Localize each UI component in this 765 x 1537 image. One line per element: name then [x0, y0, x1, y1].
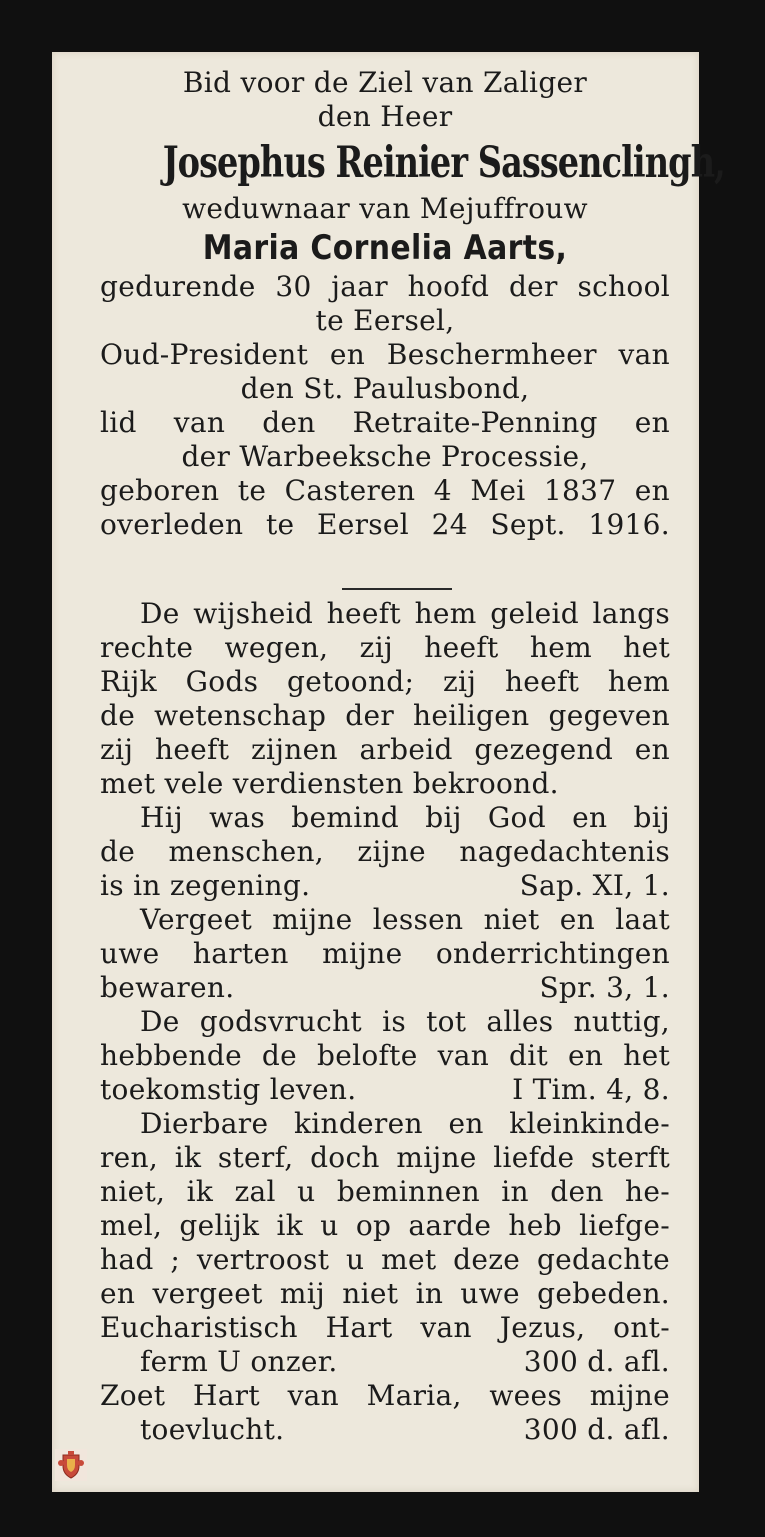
bio-line: der Warbeeksche Processie, [181, 440, 589, 473]
prayer-line: had ; vertroost u met deze gedachte [100, 1243, 670, 1276]
heading-prayer-line: Bid voor de Ziel van Zaliger [182, 66, 588, 99]
verse-line: de wetenschap der heiligen gegeven [100, 699, 670, 732]
heading-title-line: den Heer [317, 100, 453, 133]
scripture-reference: I Tim. 4, 8. [512, 1073, 670, 1106]
coat-of-arms-icon [54, 1448, 88, 1482]
verse-line: is in zegening. [100, 869, 311, 902]
bio-line: lid van den Retraite-Penning en [100, 406, 670, 439]
spouse-name: Maria Cornelia Aarts, [202, 228, 568, 268]
indulgence-note: 300 d. afl. [523, 1413, 670, 1446]
death-line: overleden te Eersel 24 Sept. 1916. [100, 508, 670, 541]
prayer-line: en vergeet mij niet in uwe gebeden. [100, 1277, 670, 1310]
verse-line: toekomstig leven. [100, 1073, 357, 1106]
birth-line: geboren te Casteren 4 Mei 1837 en [100, 474, 670, 507]
memorial-card [52, 52, 725, 1492]
prayer-line: mel, gelijk ik u op aarde heb liefge- [100, 1209, 670, 1242]
verse-line: Hij was bemind bij God en bij [140, 801, 670, 834]
prayer-line: niet, ik zal u beminnen in den he- [100, 1175, 670, 1208]
card-heading [100, 66, 725, 542]
verse-line: Rijk Gods getoond; zij heeft hem [100, 665, 670, 698]
widower-line: weduwnaar van Mejuffrouw [182, 192, 588, 225]
section-divider [342, 588, 452, 590]
indulgence-row [100, 1413, 670, 1447]
indulgence-row [100, 1345, 670, 1379]
prayer-line: Dierbare kinderen en kleinkinde- [140, 1107, 670, 1140]
prayer-line: Zoet Hart van Maria, wees mijne [100, 1379, 670, 1412]
verse-line: de menschen, zijne nagedachtenis [100, 835, 670, 868]
bio-line: gedurende 30 jaar hoofd der school [100, 270, 670, 303]
bio-line: den St. Paulusbond, [240, 372, 530, 405]
prayer-line: Eucharistisch Hart van Jezus, ont- [100, 1311, 670, 1344]
verse-line: bewaren. [100, 971, 235, 1004]
verse-line: De wijsheid heeft hem geleid langs [140, 597, 670, 630]
prayer-line: ren, ik sterf, doch mijne liefde sterft [100, 1141, 670, 1174]
bio-line: Oud-President en Beschermheer van [100, 338, 670, 371]
deceased-name: Josephus Reinier Sassenclingh, [162, 138, 725, 188]
prayer-line: toevlucht. [140, 1413, 285, 1446]
bio-line: te Eersel, [315, 304, 455, 337]
verse-line: De godsvrucht is tot alles nuttig, [140, 1005, 670, 1038]
verse-reference-row [100, 1073, 670, 1107]
verse-line: uwe harten mijne onderrichtingen [100, 937, 670, 970]
scripture-reference: Spr. 3, 1. [539, 971, 670, 1004]
verse-line: met vele verdiensten bekroond. [100, 767, 559, 800]
verse-line: Vergeet mijne lessen niet en laat [140, 903, 670, 936]
verse-line: zij heeft zijnen arbeid gezegend en [100, 733, 670, 766]
prayer-line: ferm U onzer. [140, 1345, 338, 1378]
verse-line: rechte wegen, zij heeft hem het [100, 631, 670, 664]
verse-line: hebbende de belofte van dit en het [100, 1039, 670, 1072]
indulgence-note: 300 d. afl. [523, 1345, 670, 1378]
verse-reference-row [100, 971, 670, 1005]
scripture-reference: Sap. XI, 1. [519, 869, 670, 902]
verse-reference-row [100, 869, 670, 903]
card-body [100, 597, 670, 1447]
